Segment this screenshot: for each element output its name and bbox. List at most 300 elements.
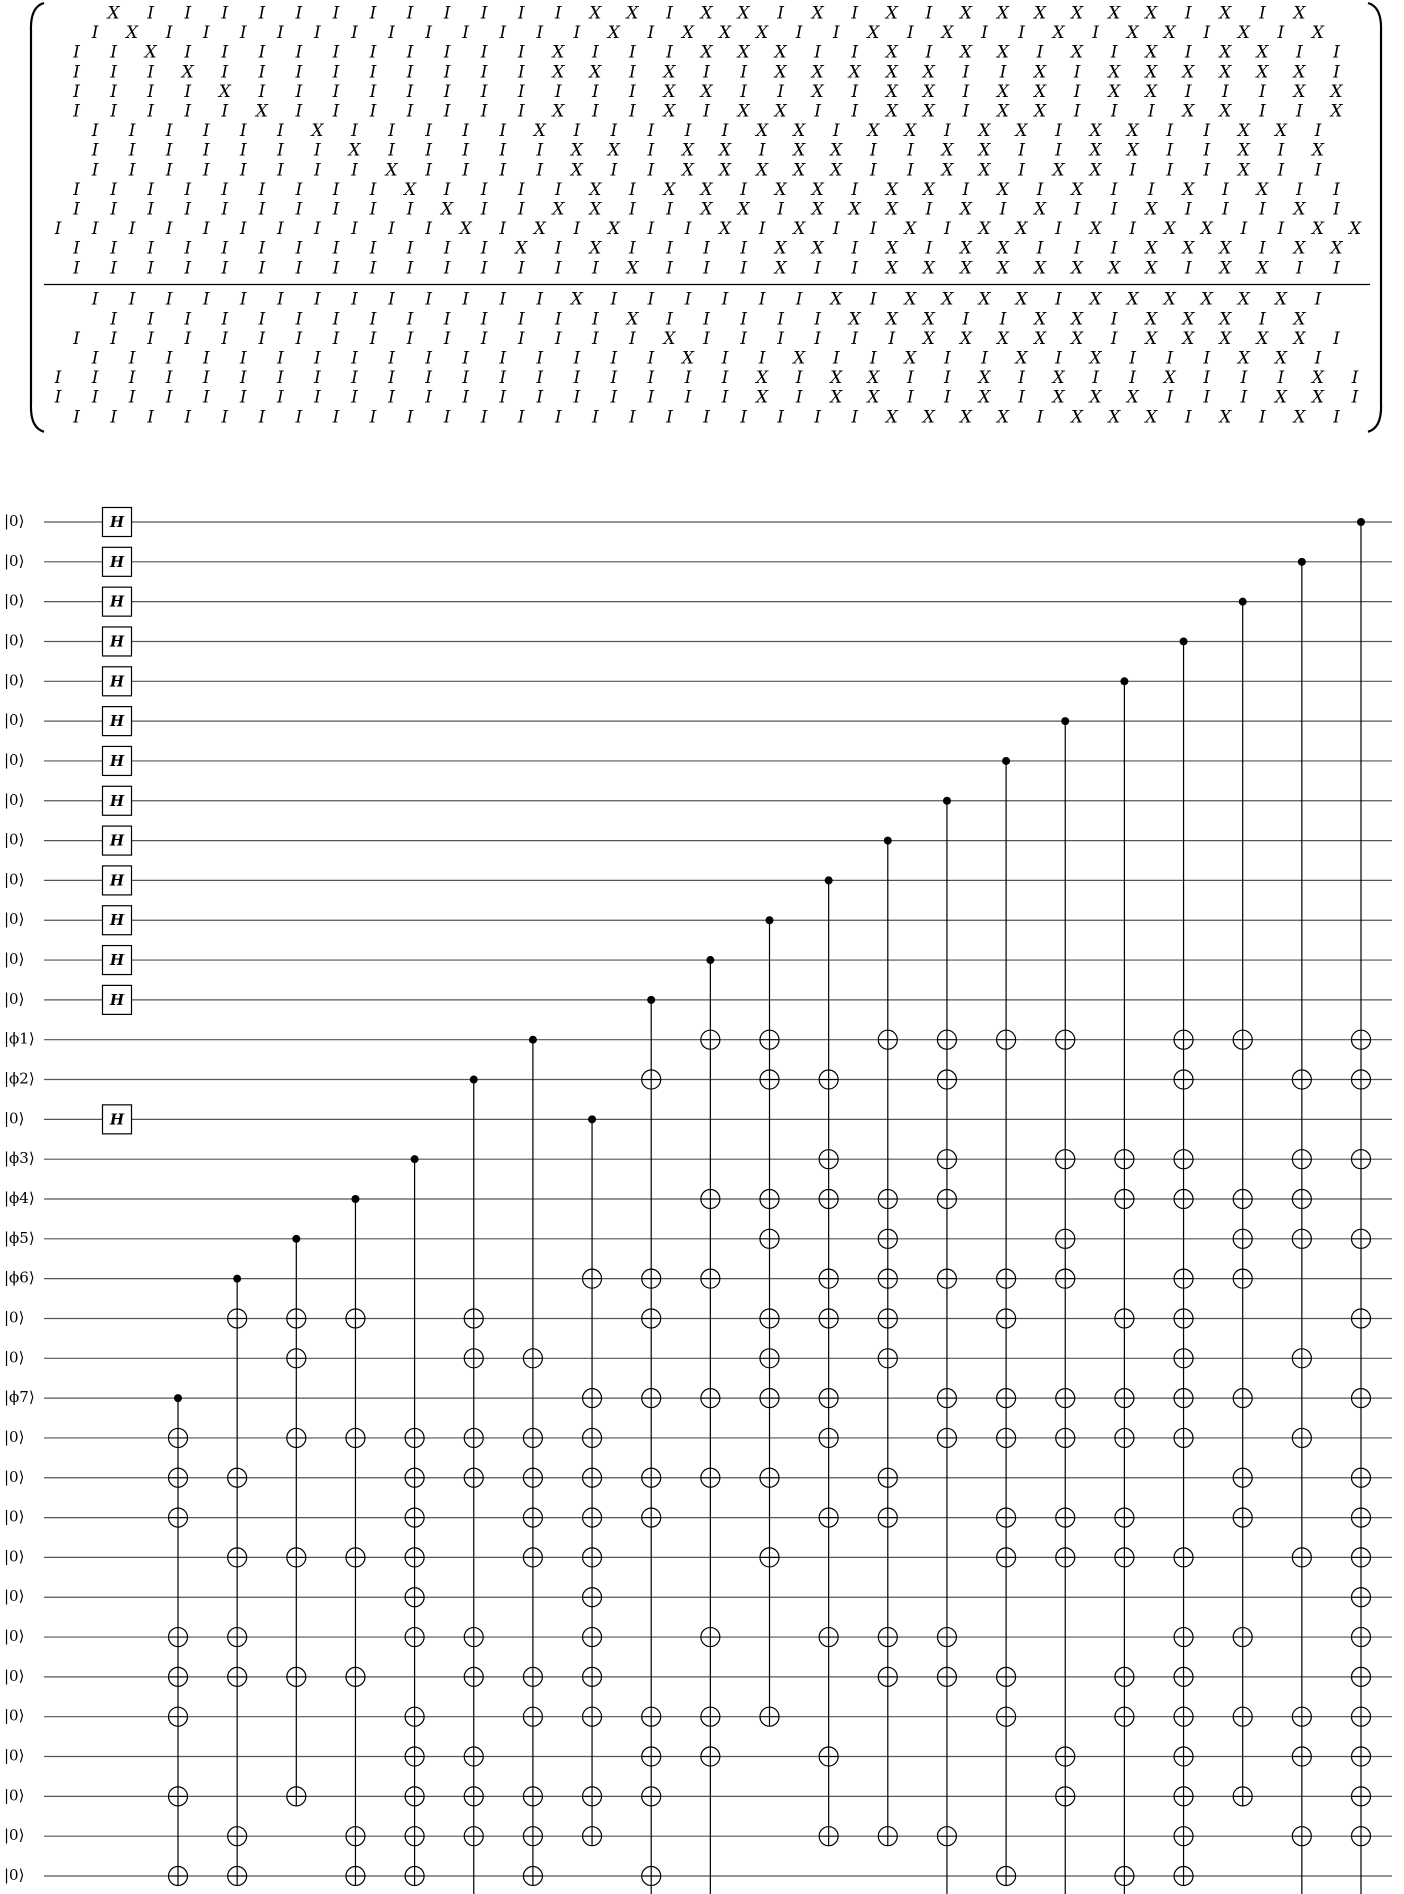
hadamard-gate	[103, 627, 132, 656]
cnot-group	[583, 1115, 602, 1845]
cnot-group	[642, 996, 661, 1894]
wire-label: |0⟩	[4, 989, 25, 1008]
matrix-entry: X	[1126, 387, 1139, 408]
target-oplus	[169, 1508, 188, 1527]
matrix-entry: I	[147, 199, 155, 220]
matrix-entry: X	[1219, 407, 1232, 428]
matrix-entry: I	[314, 289, 321, 310]
matrix-entry: X	[941, 140, 954, 161]
matrix-entry: X	[959, 238, 972, 259]
matrix-entry: I	[758, 140, 766, 161]
target-oplus	[523, 1548, 542, 1567]
matrix-entry: I	[1073, 238, 1081, 259]
matrix-entry: I	[147, 62, 155, 83]
matrix-entry: X	[904, 219, 917, 240]
cnot-group	[701, 956, 720, 1894]
target-oplus	[642, 1309, 661, 1328]
matrix-entry: X	[1163, 219, 1176, 240]
matrix-entry: X	[922, 309, 935, 330]
matrix-entry: I	[369, 238, 377, 259]
control-dot	[470, 1076, 478, 1084]
matrix-entry: X	[1071, 179, 1084, 200]
matrix-entry: I	[332, 179, 340, 200]
matrix-entry: X	[1145, 62, 1158, 83]
matrix-entry: X	[1145, 328, 1158, 349]
target-oplus	[642, 1787, 661, 1806]
matrix-entry: I	[869, 140, 877, 161]
control-dot	[1061, 717, 1069, 725]
matrix-entry: X	[144, 42, 157, 63]
matrix-entry: I	[258, 199, 266, 220]
matrix-entry: X	[774, 238, 787, 259]
matrix-entry: I	[110, 258, 117, 279]
matrix-entry: I	[1203, 368, 1211, 389]
matrix-entry: X	[700, 3, 713, 24]
matrix-entry: I	[944, 121, 951, 142]
target-oplus	[1115, 1667, 1134, 1686]
matrix-entry: I	[944, 387, 951, 408]
matrix-entry: X	[774, 258, 787, 279]
target-oplus	[228, 1309, 247, 1328]
matrix-entry: I	[239, 23, 247, 44]
matrix-entry: I	[814, 407, 822, 428]
matrix-entry: I	[202, 121, 210, 142]
matrix-entry: I	[536, 23, 544, 44]
matrix-entry: I	[666, 309, 673, 330]
matrix-entry: X	[181, 62, 194, 83]
matrix-entry: I	[684, 121, 692, 142]
target-oplus	[1056, 1269, 1075, 1288]
cnot-group	[523, 1036, 542, 1886]
matrix-entry: I	[1277, 368, 1285, 389]
matrix-entry: I	[573, 219, 581, 240]
matrix-entry: I	[740, 309, 747, 330]
pauli-matrix	[31, 3, 1381, 432]
target-oplus	[1352, 1787, 1371, 1806]
matrix-entry: I	[629, 62, 636, 83]
matrix-entry: I	[629, 328, 636, 349]
matrix-entry: X	[663, 328, 676, 349]
hadamard-label: H	[109, 592, 125, 611]
matrix-entry: X	[1071, 258, 1084, 279]
matrix-entry: I	[1055, 219, 1062, 240]
target-oplus	[405, 1548, 424, 1567]
matrix-entry: I	[851, 42, 859, 63]
matrix-entry: X	[1182, 179, 1195, 200]
control-dot	[174, 1394, 182, 1402]
matrix-entry: I	[406, 238, 414, 259]
matrix-entry: I	[869, 160, 877, 181]
hadamard-gate	[103, 985, 132, 1014]
matrix-entry: X	[1348, 219, 1362, 240]
matrix-entry: X	[1071, 42, 1084, 63]
target-oplus	[701, 1468, 720, 1487]
wire-label: |0⟩	[4, 1746, 25, 1765]
matrix-entry: I	[462, 348, 469, 369]
matrix-entry: X	[959, 199, 972, 220]
target-oplus	[169, 1707, 188, 1726]
target-oplus	[1174, 1309, 1193, 1328]
target-oplus	[346, 1827, 365, 1846]
matrix-entry: I	[276, 387, 284, 408]
target-oplus	[464, 1349, 483, 1368]
target-oplus	[523, 1827, 542, 1846]
target-oplus	[1352, 1309, 1371, 1328]
target-oplus	[1292, 1707, 1311, 1726]
matrix-entry: I	[369, 179, 377, 200]
matrix-entry: X	[681, 140, 695, 161]
matrix-entry: I	[184, 101, 192, 122]
matrix-entry: I	[536, 140, 544, 161]
matrix-entry: I	[147, 328, 155, 349]
matrix-entry: I	[73, 258, 80, 279]
matrix-entry: I	[1314, 160, 1322, 181]
matrix-entry: I	[1277, 140, 1285, 161]
matrix-entry: I	[480, 199, 488, 220]
matrix-entry: X	[1274, 387, 1287, 408]
target-oplus	[1174, 1150, 1193, 1169]
matrix-entry: I	[239, 289, 247, 310]
matrix-entry: X	[867, 368, 880, 389]
matrix-entry: I	[314, 140, 321, 161]
hadamard-gate	[103, 587, 132, 616]
matrix-entry: I	[999, 62, 1007, 83]
matrix-entry: I	[110, 81, 117, 102]
matrix-entry: I	[202, 219, 210, 240]
matrix-entry: I	[1073, 101, 1081, 122]
matrix-entry: I	[647, 160, 655, 181]
matrix-entry: I	[740, 328, 747, 349]
matrix-entry: X	[996, 238, 1010, 259]
target-oplus	[701, 1030, 720, 1049]
matrix-entry: X	[1089, 289, 1102, 310]
matrix-entry: I	[666, 258, 673, 279]
target-oplus	[464, 1827, 483, 1846]
target-oplus	[1233, 1190, 1252, 1209]
matrix-entry: I	[499, 140, 507, 161]
matrix-entry: I	[239, 160, 247, 181]
matrix-entry: X	[904, 289, 917, 310]
matrix-entry: I	[184, 179, 192, 200]
matrix-entry: I	[1166, 160, 1174, 181]
matrix-entry: I	[369, 199, 377, 220]
matrix-entry: I	[962, 81, 970, 102]
matrix-entry: I	[73, 199, 80, 220]
matrix-entry: I	[314, 348, 321, 369]
matrix-entry: I	[981, 348, 988, 369]
cnot-group	[878, 837, 897, 1846]
target-oplus	[1352, 1747, 1371, 1766]
wire-label: |0⟩	[4, 1109, 25, 1128]
matrix-entry: X	[311, 121, 324, 142]
target-oplus	[464, 1787, 483, 1806]
matrix-entry: I	[147, 101, 155, 122]
matrix-entry: I	[425, 387, 432, 408]
matrix-entry: I	[536, 289, 544, 310]
matrix-entry: I	[1314, 348, 1322, 369]
matrix-entry: I	[406, 328, 414, 349]
matrix-entry: X	[922, 328, 935, 349]
matrix-entry: I	[1277, 160, 1285, 181]
target-oplus	[819, 1070, 838, 1089]
matrix-entry: I	[517, 309, 525, 330]
matrix-entry: I	[480, 3, 488, 24]
target-oplus	[937, 1667, 956, 1686]
matrix-entry: X	[403, 179, 417, 200]
matrix-entry: I	[721, 387, 729, 408]
matrix-entry: I	[295, 309, 303, 330]
matrix-entry: I	[388, 23, 395, 44]
matrix-entry: X	[1219, 101, 1232, 122]
matrix-entry: I	[239, 387, 247, 408]
wire-label: |0⟩	[4, 551, 25, 570]
matrix-entry: I	[258, 42, 266, 63]
matrix-entry: X	[793, 140, 806, 161]
wire-label: |0⟩	[4, 1467, 25, 1486]
target-oplus	[760, 1349, 779, 1368]
matrix-entry: I	[684, 289, 692, 310]
target-oplus	[1174, 1827, 1193, 1846]
matrix-entry: I	[758, 219, 766, 240]
target-oplus	[523, 1707, 542, 1726]
target-oplus	[1292, 1070, 1311, 1089]
matrix-entry: I	[1221, 81, 1229, 102]
matrix-entry: I	[851, 258, 859, 279]
matrix-entry: I	[258, 81, 266, 102]
matrix-entry: X	[1052, 160, 1065, 181]
matrix-entry: X	[589, 238, 602, 259]
matrix-entry: X	[978, 140, 991, 161]
matrix-entry: I	[499, 289, 507, 310]
matrix-entry: I	[536, 387, 544, 408]
matrix-entry: I	[1055, 289, 1062, 310]
matrix-entry: X	[1071, 328, 1084, 349]
matrix-entry: I	[276, 140, 284, 161]
matrix-entry: I	[165, 387, 173, 408]
target-oplus	[878, 1190, 897, 1209]
target-oplus	[1233, 1229, 1252, 1248]
target-oplus	[878, 1030, 897, 1049]
matrix-entry: X	[1145, 407, 1158, 428]
matrix-entry: X	[922, 62, 935, 83]
target-oplus	[1233, 1030, 1252, 1049]
matrix-entry: I	[1184, 42, 1192, 63]
control-dot	[351, 1195, 359, 1203]
matrix-entry: I	[499, 160, 507, 181]
matrix-entry: I	[388, 140, 395, 161]
matrix-entry: I	[388, 121, 395, 142]
matrix-entry: X	[1237, 23, 1250, 44]
target-oplus	[819, 1628, 838, 1647]
target-oplus	[819, 1508, 838, 1527]
matrix-entry: I	[999, 309, 1007, 330]
target-oplus	[1352, 1628, 1371, 1647]
target-oplus	[701, 1628, 720, 1647]
hadamard-gate	[103, 1105, 132, 1134]
matrix-entry: X	[978, 387, 991, 408]
matrix-entry: X	[1015, 289, 1028, 310]
target-oplus	[228, 1628, 247, 1647]
matrix-entry: X	[126, 23, 139, 44]
matrix-entry: X	[1033, 258, 1047, 279]
matrix-entry: I	[165, 368, 173, 389]
matrix-entry: I	[721, 289, 729, 310]
matrix-entry: I	[832, 23, 840, 44]
target-oplus	[1056, 1389, 1075, 1408]
matrix-entry: X	[700, 42, 713, 63]
matrix-entry: I	[1258, 238, 1266, 259]
target-oplus	[1056, 1508, 1075, 1527]
control-dot	[1298, 558, 1306, 566]
matrix-entry: I	[499, 219, 507, 240]
matrix-entry: X	[1089, 219, 1102, 240]
matrix-entry: I	[1036, 42, 1044, 63]
matrix-entry: I	[554, 407, 562, 428]
matrix-entry: I	[962, 101, 970, 122]
matrix-entry: I	[666, 407, 673, 428]
matrix-entry: X	[700, 179, 713, 200]
wire-label: |0⟩	[4, 1866, 25, 1884]
matrix-entry: I	[517, 179, 525, 200]
target-oplus	[1233, 1628, 1252, 1647]
wire-label: |0⟩	[4, 1826, 25, 1845]
matrix-entry: X	[663, 81, 676, 102]
matrix-entry: X	[1145, 258, 1158, 279]
matrix-entry: I	[906, 160, 914, 181]
matrix-entry: I	[258, 179, 266, 200]
matrix-entry: I	[758, 348, 766, 369]
matrix-entry: X	[1089, 348, 1102, 369]
wire-label: |0⟩	[4, 950, 25, 969]
cnot-group	[937, 797, 956, 1894]
matrix-entry: I	[591, 328, 599, 349]
matrix-entry: I	[462, 23, 469, 44]
matrix-entry: X	[1089, 160, 1102, 181]
target-oplus	[1352, 1150, 1371, 1169]
matrix-entry: X	[1256, 328, 1269, 349]
matrix-entry: I	[91, 219, 99, 240]
matrix-entry: I	[128, 160, 136, 181]
matrix-entry: I	[54, 387, 62, 408]
wire-label: |0⟩	[4, 1587, 25, 1606]
cnot-group	[997, 757, 1016, 1886]
matrix-entry: I	[443, 179, 451, 200]
matrix-entry: X	[218, 81, 231, 102]
matrix-entry: I	[1351, 387, 1359, 408]
matrix-entry: X	[996, 101, 1010, 122]
wire-label: |0⟩	[4, 591, 25, 610]
matrix-entry: X	[867, 121, 880, 142]
matrix-entry: I	[314, 219, 321, 240]
matrix-entry: X	[700, 81, 713, 102]
cnot-group	[1352, 518, 1371, 1894]
matrix-entry: I	[443, 81, 451, 102]
matrix-entry: I	[91, 140, 99, 161]
wire-label: |0⟩	[4, 910, 25, 929]
hadamard-gate	[103, 786, 132, 815]
target-oplus	[405, 1867, 424, 1886]
matrix-entry: I	[703, 238, 710, 259]
target-oplus	[1056, 1747, 1075, 1766]
matrix-entry: I	[647, 387, 655, 408]
matrix-entry: I	[443, 3, 451, 24]
matrix-entry: I	[110, 179, 117, 200]
hadamard-gate	[103, 946, 132, 975]
matrix-entry: I	[1110, 328, 1118, 349]
matrix-entry: I	[295, 258, 303, 279]
matrix-entry: X	[441, 199, 454, 220]
matrix-entry: I	[91, 23, 99, 44]
matrix-entry: I	[184, 81, 192, 102]
matrix-entry: I	[128, 219, 136, 240]
matrix-entry: I	[554, 328, 562, 349]
matrix-entry: I	[1240, 219, 1248, 240]
matrix-entry: X	[607, 23, 620, 44]
target-oplus	[405, 1827, 424, 1846]
target-oplus	[287, 1667, 306, 1686]
matrix-entry: X	[1311, 387, 1324, 408]
matrix-entry: I	[591, 407, 599, 428]
matrix-entry: X	[663, 179, 676, 200]
matrix-entry: X	[1219, 309, 1232, 330]
wire-label: |0⟩	[4, 512, 25, 530]
matrix-entry: I	[239, 121, 247, 142]
matrix-entry: I	[406, 101, 414, 122]
matrix-entry: X	[1256, 258, 1269, 279]
matrix-entry: X	[848, 199, 861, 220]
matrix-entry: I	[1184, 199, 1192, 220]
matrix-entry: I	[184, 42, 192, 63]
matrix-entry: X	[1182, 238, 1195, 259]
matrix-entry: I	[276, 348, 284, 369]
matrix-entry: I	[647, 219, 655, 240]
hadamard-gate	[103, 547, 132, 576]
target-oplus	[1174, 1269, 1193, 1288]
matrix-entry: I	[1296, 42, 1303, 63]
matrix-entry: I	[1277, 219, 1285, 240]
hadamard-gate	[103, 746, 132, 775]
matrix-entry: I	[462, 140, 469, 161]
wire-label: |ϕ1⟩	[4, 1029, 35, 1048]
matrix-entry: I	[406, 3, 414, 24]
matrix-entry: I	[795, 387, 803, 408]
target-oplus	[1115, 1867, 1134, 1886]
matrix-entry: I	[202, 368, 210, 389]
target-oplus	[346, 1867, 365, 1886]
matrix-entry: I	[851, 407, 859, 428]
matrix-entry: X	[959, 3, 972, 24]
matrix-entry: I	[703, 407, 710, 428]
matrix-entry: I	[999, 199, 1007, 220]
target-oplus	[642, 1508, 661, 1527]
target-oplus	[1233, 1707, 1252, 1726]
matrix-entry: X	[681, 348, 695, 369]
matrix-entry: X	[867, 387, 880, 408]
target-oplus	[701, 1747, 720, 1766]
matrix-entry: I	[647, 140, 655, 161]
matrix-entry: I	[1333, 42, 1340, 63]
matrix-entry: X	[1330, 81, 1343, 102]
matrix-entry: I	[1351, 368, 1359, 389]
cnot-group	[1115, 677, 1134, 1894]
matrix-entry: X	[1033, 3, 1047, 24]
matrix-entry: I	[147, 179, 155, 200]
target-oplus	[760, 1468, 779, 1487]
target-oplus	[997, 1428, 1016, 1447]
matrix-entry: I	[332, 238, 340, 259]
matrix-entry: I	[351, 387, 358, 408]
target-oplus	[464, 1628, 483, 1647]
